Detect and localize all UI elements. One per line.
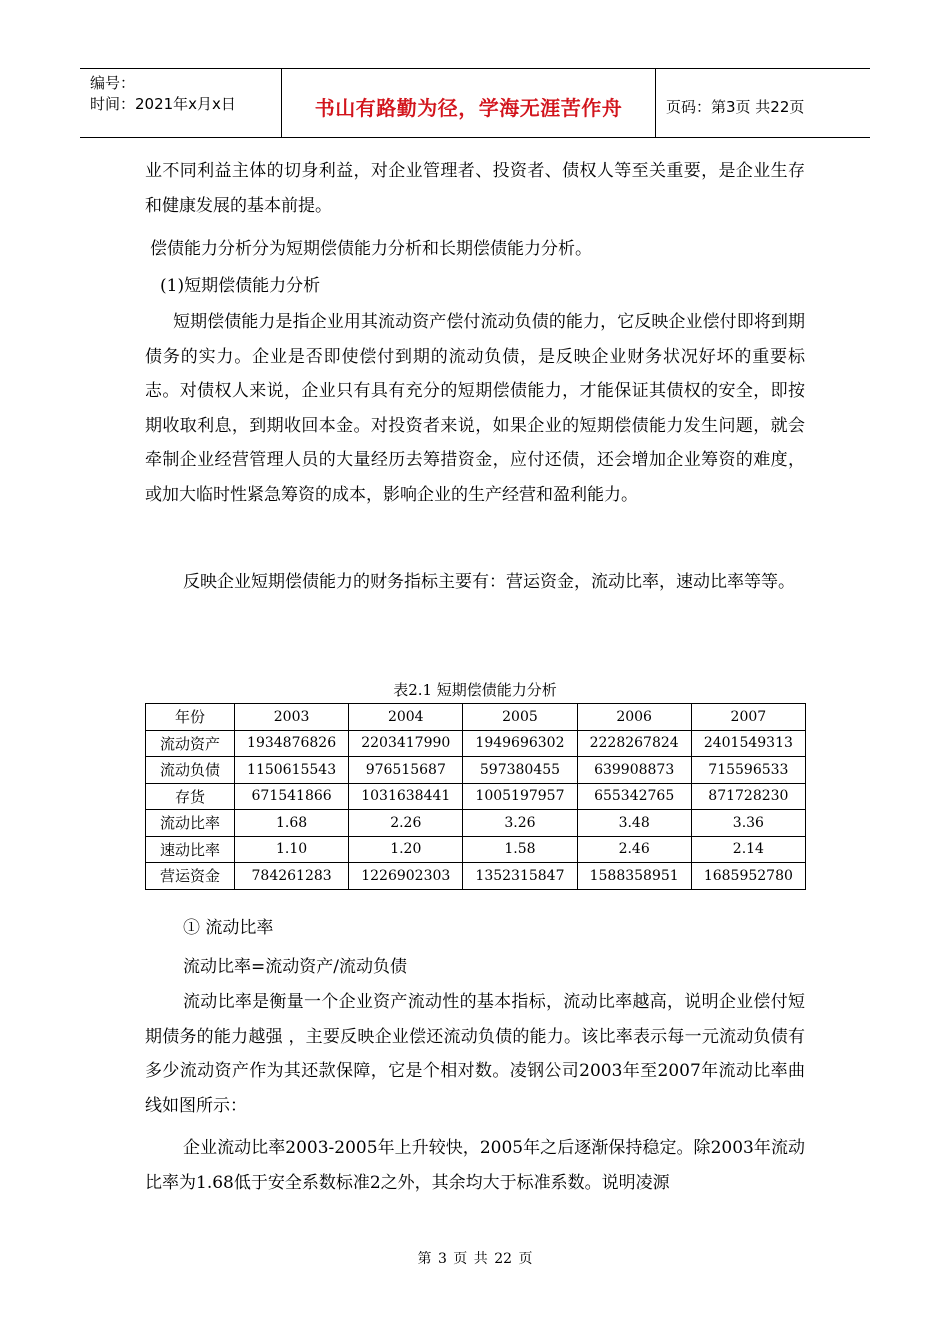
- table-row: [146, 730, 806, 757]
- table-cell: 655342765: [577, 783, 691, 810]
- table-cell: 1.20: [349, 836, 463, 863]
- short-term-solvency-table: [145, 703, 806, 890]
- table-cell: 1005197957: [463, 783, 577, 810]
- table-header-cell: 年份: [146, 704, 235, 731]
- table-cell: 976515687: [349, 757, 463, 784]
- table-header-row: [146, 704, 806, 731]
- paragraph-indicators: 反映企业短期偿债能力的财务指标主要有：营运资金，流动比率，速动比率等等。: [183, 572, 795, 592]
- table-row-label: 存货: [146, 783, 235, 810]
- paragraph-current-ratio-explanation: 流动比率是衡量一个企业资产流动性的基本指标，流动比率越高，说明企业偿付短期债务的能力越强 ，主要反映企业偿还流动负债的能力。该比率表示每一元流动负债有多少流动资产作为其还款保障，它是个相对数。凌钢公司2003年至2007年流动比率曲线如图所示：: [145, 992, 805, 1116]
- table-header-cell: 2003: [235, 704, 349, 731]
- table-row-label: 流动负债: [146, 757, 235, 784]
- table-row-label: 速动比率: [146, 836, 235, 863]
- table-cell: 1352315847: [463, 863, 577, 890]
- table-cell: 1.68: [235, 810, 349, 837]
- table-cell: 2.46: [577, 836, 691, 863]
- table-header-cell: 2004: [349, 704, 463, 731]
- table-cell: 3.48: [577, 810, 691, 837]
- page-header: [80, 68, 870, 138]
- table-header-cell: 2007: [691, 704, 805, 731]
- table-cell: 2228267824: [577, 730, 691, 757]
- table-row: [146, 783, 806, 810]
- table-row-label: 流动比率: [146, 810, 235, 837]
- table-cell: 597380455: [463, 757, 577, 784]
- table-cell: 1150615543: [235, 757, 349, 784]
- table-cell: 3.26: [463, 810, 577, 837]
- table-cell: 1226902303: [349, 863, 463, 890]
- table-cell: 671541866: [235, 783, 349, 810]
- table-cell: 639908873: [577, 757, 691, 784]
- document-time-label: 时间：2021年x月x日: [90, 95, 236, 113]
- formula-current-ratio: 流动比率=流动资产/流动负债: [183, 957, 407, 977]
- table-cell: 3.36: [691, 810, 805, 837]
- table-cell: 2401549313: [691, 730, 805, 757]
- table-row: [146, 757, 806, 784]
- paragraph-continuation: 业不同利益主体的切身利益，对企业管理者、投资者、债权人等至关重要，是企业生存和健康发展的基本前提。: [145, 161, 805, 216]
- table-cell: 715596533: [691, 757, 805, 784]
- table-cell: 1934876826: [235, 730, 349, 757]
- table-row-label: 流动资产: [146, 730, 235, 757]
- table-cell: 1685952780: [691, 863, 805, 890]
- table-header-cell: 2005: [463, 704, 577, 731]
- page-footer: 第 3 页 共 22 页: [417, 1251, 533, 1267]
- table-row: [146, 810, 806, 837]
- table-caption: 表2.1 短期偿债能力分析: [393, 681, 557, 699]
- subsection-heading-current-ratio: ① 流动比率: [183, 918, 274, 938]
- table-cell: 2.26: [349, 810, 463, 837]
- table-cell: 2203417990: [349, 730, 463, 757]
- table-header-cell: 2006: [577, 704, 691, 731]
- table-cell: 1031638441: [349, 783, 463, 810]
- table-row-label: 营运资金: [146, 863, 235, 890]
- table-row: [146, 836, 806, 863]
- header-motto: 书山有路勤为径，学海无涯苦作舟: [282, 69, 656, 137]
- table-cell: 871728230: [691, 783, 805, 810]
- table-cell: 1.58: [463, 836, 577, 863]
- paragraph-current-ratio-trend: 企业流动比率2003-2005年上升较快，2005年之后逐渐保持稳定。除2003年流动比率为1.68低于安全系数标准2之外，其余均大于标准系数。说明凌源: [145, 1138, 805, 1193]
- paragraph-solvency-intro: 偿债能力分析分为短期偿债能力分析和长期偿债能力分析。: [150, 239, 592, 259]
- document-number-label: 编号：: [90, 74, 136, 92]
- table-cell: 1949696302: [463, 730, 577, 757]
- table-cell: 2.14: [691, 836, 805, 863]
- table-cell: 1588358951: [577, 863, 691, 890]
- section-heading-short-term: (1)短期偿债能力分析: [160, 276, 321, 296]
- header-meta: [80, 69, 282, 137]
- table-cell: 784261283: [235, 863, 349, 890]
- table-row: [146, 863, 806, 890]
- table-cell: 1.10: [235, 836, 349, 863]
- paragraph-short-term-definition: 短期偿债能力是指企业用其流动资产偿付流动负债的能力，它反映企业偿付即将到期债务的实力。企业是否即使偿付到期的流动负债，是反映企业财务状况好坏的重要标志。对债权人来说，企业只有具有充分的短期偿债能力，才能保证其债权的安全，即按期收取利息，到期收回本金。对投资者来说，如果企业的短期偿债能力发生问题，就会牵制企业经营管理人员的大量经历去筹措资金，应付还债，还会增加企业筹资的难度，或加大临时性紧急筹资的成本，影响企业的生产经营和盈利能力。: [145, 312, 805, 505]
- header-page-info: 页码：第3页 共22页: [666, 97, 805, 116]
